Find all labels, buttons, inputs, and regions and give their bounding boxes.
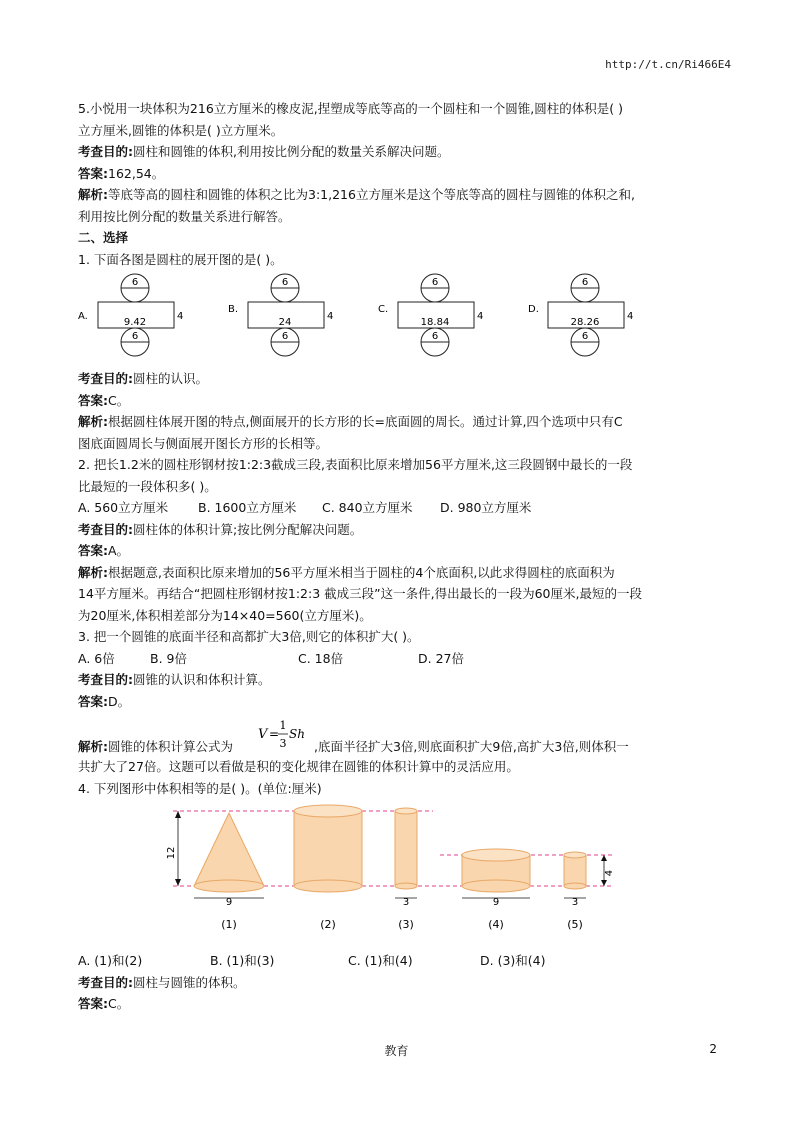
analysis-text: 根据题意,表面积比原来增加的56平方厘米相当于圆柱的4个底面积,以此求得圆柱的底面积为: [108, 564, 615, 580]
net-circle-label: 6: [131, 277, 139, 288]
net-letter: B.: [228, 304, 239, 315]
shape-4-base: 9: [492, 897, 500, 908]
small-cylinder-shape: [564, 852, 586, 889]
shape-5-label: (5): [567, 918, 583, 931]
net-height-label: 4: [177, 311, 184, 322]
dim-12-label: 12: [166, 846, 177, 860]
page-number: 2: [709, 1042, 717, 1056]
analysis-label: 解析:: [78, 414, 108, 429]
shape-1-label: (1): [221, 918, 237, 931]
net-circle-label: 6: [281, 331, 289, 342]
net-circle-label: 6: [431, 331, 439, 342]
c4-purpose: [78, 972, 720, 994]
shape-3-label: (3): [398, 918, 414, 931]
option-d: D. (3)和(4): [480, 953, 546, 968]
c3-purpose: [78, 669, 720, 691]
answer-label: 答案:: [78, 996, 108, 1011]
q5-line2: 立方厘米,圆锥的体积是( )立方厘米。: [78, 122, 284, 138]
q5-analysis-cont: 利用按比例分配的数量关系进行解答。: [78, 208, 291, 224]
option-a: A. (1)和(2): [78, 953, 143, 968]
net-height-label: 4: [327, 311, 334, 322]
analysis-label: 解析:: [78, 564, 108, 580]
purpose-text: 圆柱和圆锥的体积,利用按比例分配的数量关系解决问题。: [133, 144, 450, 159]
c3-question: 3. 把一个圆锥的底面半径和高都扩大3倍,则它的体积扩大( )。: [78, 629, 420, 644]
c1-analysis-cont: 图底面圆周长与侧面展开图长方形的长相等。: [78, 435, 329, 451]
c2-analysis-cont: 14平方厘米。再结合“把圆柱形钢材按1:2:3 截成三段”这一条件,得出最长的一段为60厘米,最短的一段: [78, 586, 642, 601]
analysis-text-post: ,底面半径扩大3倍,则底面积扩大9倍,高扩大3倍,则体积一: [314, 739, 629, 754]
c3-analysis-cont: 共扩大了27倍。这题可以看做是积的变化规律在圆锥的体积计算中的灵活应用。: [78, 759, 519, 774]
purpose-text: 圆柱的认识。: [133, 371, 209, 386]
c3-analysis-text: [78, 736, 233, 758]
q5-line1: 5.小悦用一块体积为216立方厘米的橡皮泥,捏塑成等底等高的一个圆柱和一个圆锥,圆柱的体积是( ): [78, 101, 623, 116]
purpose-label: 考查目的:: [78, 144, 133, 159]
shape-2-label: (2): [320, 918, 336, 931]
c1-answer: [78, 390, 720, 412]
c2-question: 2. 把长1.2米的圆柱形钢材按1:2:3截成三段,表面积比原来增加56平方厘米,这三段圆钢中最长的一段: [78, 457, 633, 472]
c2-analysis: [78, 562, 720, 584]
option-b: B. 1600立方厘米: [198, 500, 297, 515]
c2-purpose: [78, 519, 720, 541]
option-b: B. 9倍: [150, 650, 187, 666]
cylinder-nets: [78, 272, 720, 360]
answer-text: C。: [108, 996, 130, 1011]
option-d: D. 27倍: [418, 650, 464, 666]
cone-shape: [194, 813, 264, 892]
option-c: C. (1)和(4): [348, 953, 413, 968]
shape-5-base: 3: [571, 897, 579, 908]
c2-options: [78, 497, 720, 519]
formula-sh: Sh: [289, 727, 305, 741]
large-cylinder-shape: [294, 805, 362, 892]
header-url: http://t.cn/Ri466E4: [605, 58, 731, 71]
answer-text: A。: [108, 543, 130, 558]
answer-label: 答案:: [78, 693, 108, 709]
purpose-label: 考查目的:: [78, 521, 133, 537]
formula-den: 3: [279, 737, 287, 750]
page-content: [78, 98, 720, 1015]
net-length-label: 24: [278, 317, 292, 328]
net-circle-label: 6: [281, 277, 289, 288]
net-circle-label: 6: [431, 277, 439, 288]
solids-svg: [78, 801, 720, 946]
option-c: C. 840立方厘米: [322, 500, 413, 515]
purpose-label: 考查目的:: [78, 974, 133, 990]
answer-label: 答案:: [78, 392, 108, 408]
net-circle-label: 6: [131, 331, 139, 342]
net-circle-label: 6: [581, 277, 589, 288]
net-option-c: [378, 272, 498, 365]
answer-text: 162,54。: [108, 165, 165, 181]
net-height-label: 4: [627, 311, 634, 322]
thin-cylinder-shape: [395, 808, 417, 889]
c2-answer: [78, 540, 720, 562]
shape-1-base: 9: [225, 897, 233, 908]
net-height-label: 4: [477, 311, 484, 322]
answer-text: C。: [108, 392, 130, 408]
option-d: D. 980立方厘米: [440, 500, 532, 515]
answer-label: 答案:: [78, 165, 108, 181]
solids-figure: [78, 801, 720, 946]
volume-formula: [256, 712, 306, 763]
c1-question: 1. 下面各图是圆柱的展开图的是( )。: [78, 251, 283, 267]
analysis-label: 解析:: [78, 187, 108, 202]
net-circle-label: 6: [581, 331, 589, 342]
net-option-b: [228, 272, 348, 365]
purpose-text: 圆柱体的体积计算;按比例分配解决问题。: [133, 521, 363, 537]
c3-answer: [78, 691, 720, 713]
option-b: B. (1)和(3): [210, 953, 275, 968]
formula-num: 1: [279, 719, 287, 732]
c3-analysis: [78, 712, 720, 756]
c4-answer: [78, 993, 720, 1015]
purpose-text: 圆柱与圆锥的体积。: [133, 974, 246, 990]
net-length-label: 9.42: [123, 317, 147, 328]
net-length-label: 18.84: [420, 317, 450, 328]
purpose-label: 考查目的:: [78, 672, 133, 687]
shape-4-label: (4): [488, 918, 504, 931]
formula-v: V: [258, 727, 268, 742]
analysis-text: 等底等高的圆柱和圆锥的体积之比为3:1,216立方厘米是这个等底等高的圆柱与圆锥的体积之和,: [108, 187, 635, 202]
c1-purpose: [78, 368, 720, 390]
net-option-a: [78, 272, 198, 365]
answer-text: D。: [108, 693, 131, 709]
option-c: C. 18倍: [298, 650, 344, 666]
formula-eq: =: [269, 727, 280, 741]
c2-question-cont: 比最短的一段体积多( )。: [78, 478, 217, 494]
shape-3-base: 3: [402, 897, 410, 908]
c3-options: [78, 648, 720, 670]
net-letter: D.: [528, 304, 539, 315]
q5-answer: [78, 163, 720, 185]
analysis-label: 解析:: [78, 739, 108, 754]
section-heading: 二、选择: [78, 230, 129, 245]
net-length-label: 28.26: [570, 317, 600, 328]
c1-analysis: [78, 411, 720, 433]
c4-options: [78, 950, 720, 972]
purpose-text: 圆锥的认识和体积计算。: [133, 672, 271, 687]
footer-label: 教育: [384, 1044, 409, 1058]
analysis-text: 根据圆柱体展开图的特点,侧面展开的长方形的长=底面圆的周长。通过计算,四个选项中只有C: [108, 414, 623, 429]
option-a: A. 560立方厘米: [78, 500, 169, 515]
analysis-text: 圆锥的体积计算公式为: [108, 739, 234, 754]
short-cylinder-shape: [462, 849, 530, 892]
q5-analysis: [78, 184, 720, 206]
c4-question: 4. 下列图形中体积相等的是( )。(单位:厘米): [78, 780, 322, 796]
q5-purpose: [78, 141, 720, 163]
option-a: A. 6倍: [78, 650, 115, 666]
c2-analysis-cont2: 为20厘米,体积相差部分为14×40=560(立方厘米)。: [78, 607, 372, 623]
answer-label: 答案:: [78, 543, 108, 558]
purpose-label: 考查目的:: [78, 371, 133, 386]
dim-4-label: 4: [604, 869, 615, 877]
net-letter: C.: [378, 304, 389, 315]
net-letter: A.: [78, 311, 88, 322]
net-option-d: [528, 272, 648, 365]
